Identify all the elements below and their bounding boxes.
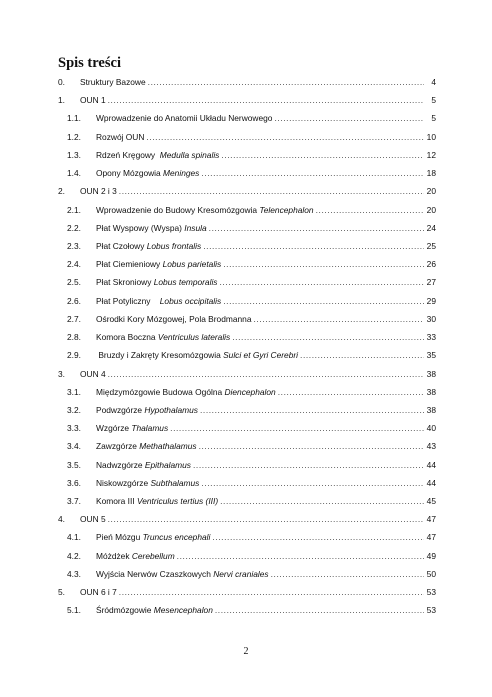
toc-entry-page: 44 — [426, 477, 436, 488]
toc-dot-leader — [203, 239, 424, 253]
toc-entry-title-text: OUN 4 — [80, 368, 106, 379]
toc-entry[interactable] — [58, 75, 436, 93]
toc-dot-leader — [232, 330, 424, 344]
toc-entry-title-text: Wprowadzenie do Budowy Kresomózgowia — [96, 204, 260, 215]
toc-entry-title-text: OUN 6 i 7 — [80, 587, 117, 598]
toc-entry-title-text: Płat Czołowy — [96, 240, 147, 251]
toc-entry-number: 2.7. — [67, 313, 81, 324]
table-of-contents — [58, 75, 436, 622]
toc-entry[interactable] — [58, 221, 436, 239]
toc-entry-title — [96, 494, 218, 508]
toc-entry-latin-term: Cerebellum — [131, 550, 175, 561]
toc-dot-leader — [108, 367, 424, 381]
toc-entry-number: 3.1. — [67, 386, 81, 397]
toc-entry-page: 20 — [426, 204, 436, 215]
toc-dot-leader — [201, 166, 424, 180]
toc-entry[interactable] — [58, 111, 436, 129]
toc-entry-title-text: Móżdżek — [96, 550, 132, 561]
toc-entry[interactable] — [58, 348, 436, 366]
toc-entry-latin-term: Lobus occipitalis — [159, 295, 222, 306]
toc-entry-title — [96, 312, 251, 326]
toc-entry-latin-term: Mesencephalon — [153, 605, 213, 616]
toc-entry-latin-term: Diencephalon — [224, 386, 276, 397]
toc-entry-number: 2.1. — [67, 204, 81, 215]
toc-entry-latin-term: Epithalamus — [144, 459, 191, 470]
toc-entry-title-text: Pień Mózgu — [96, 532, 143, 543]
toc-entry[interactable] — [58, 184, 436, 202]
toc-entry-title — [96, 111, 272, 125]
toc-dot-leader — [271, 567, 424, 581]
toc-entry-number: 2.2. — [67, 222, 81, 233]
toc-entry-latin-term: Subthalamus — [150, 477, 200, 488]
toc-entry-title — [96, 148, 219, 162]
toc-entry-title — [96, 330, 230, 344]
toc-entry-page: 5 — [431, 95, 436, 106]
toc-dot-leader — [316, 203, 424, 217]
toc-entry-title-text: Płat Ciemieniowy — [96, 259, 163, 270]
toc-entry-page: 53 — [426, 605, 436, 616]
toc-entry[interactable] — [58, 494, 436, 512]
toc-entry[interactable] — [58, 549, 436, 567]
toc-entry-latin-term: Lobus parietalis — [162, 259, 222, 270]
toc-dot-leader — [108, 512, 424, 526]
toc-entry-latin-term: Truncus encephali — [142, 532, 211, 543]
toc-entry-title — [96, 348, 298, 362]
toc-entry-title — [96, 403, 198, 417]
toc-entry-title — [96, 130, 144, 144]
toc-entry[interactable] — [58, 330, 436, 348]
toc-entry-latin-term: Thalamus — [131, 423, 169, 434]
toc-entry-title-text: Rozwój OUN — [96, 131, 145, 142]
toc-entry-number: 3.7. — [67, 496, 81, 507]
toc-entry-title-text: Komora Boczna — [96, 332, 158, 343]
toc-entry-number: 4.2. — [67, 550, 81, 561]
toc-entry[interactable] — [58, 203, 436, 221]
toc-entry-title-text: Wprowadzenie do Anatomii Układu Nerwowego — [96, 113, 273, 124]
toc-entry-latin-term: Telencephalon — [259, 204, 314, 215]
toc-entry-title-text: Nadwzgórze — [96, 459, 145, 470]
toc-entry-number: 1.2. — [67, 131, 81, 142]
toc-entry[interactable] — [58, 458, 436, 476]
toc-entry-title — [96, 549, 175, 563]
toc-entry-page: 38 — [426, 386, 436, 397]
toc-entry-number: 0. — [58, 77, 65, 87]
toc-entry-page: 12 — [426, 149, 436, 160]
toc-dot-leader — [212, 530, 424, 544]
toc-entry-page: 27 — [426, 277, 436, 288]
toc-entry[interactable] — [58, 439, 436, 457]
toc-entry-number: 4. — [58, 514, 65, 525]
toc-entry[interactable] — [58, 312, 436, 330]
toc-entry-title-text: OUN 5 — [80, 514, 106, 525]
toc-dot-leader — [274, 111, 424, 125]
toc-entry-page: 25 — [426, 240, 436, 251]
toc-entry-page: 45 — [426, 496, 436, 507]
toc-title: Spis treści — [58, 55, 121, 71]
toc-entry-title — [80, 367, 106, 381]
toc-entry-title — [96, 166, 199, 180]
toc-entry[interactable] — [58, 257, 436, 275]
toc-entry-number: 2.4. — [67, 259, 81, 270]
toc-dot-leader — [300, 348, 424, 362]
toc-entry-number: 2.5. — [67, 277, 81, 288]
toc-entry-latin-term: Hypothalamus — [144, 404, 198, 415]
toc-entry-title — [96, 530, 210, 544]
toc-entry-number: 1.1. — [67, 113, 81, 124]
toc-entry-page: 38 — [426, 404, 436, 415]
toc-entry-number: 3.5. — [67, 459, 81, 470]
toc-entry-title-text: Podwzgórze — [96, 404, 145, 415]
toc-entry-number: 1.3. — [67, 149, 81, 160]
toc-entry-latin-term: Lobus frontalis — [146, 240, 202, 251]
toc-dot-leader — [253, 312, 424, 326]
toc-entry-title-text: Struktury Bazowe — [80, 77, 146, 87]
toc-dot-leader — [215, 603, 424, 617]
toc-entry-page: 20 — [426, 186, 436, 197]
toc-entry[interactable] — [58, 166, 436, 184]
toc-entry-number: 3.4. — [67, 441, 81, 452]
toc-entry-page: 24 — [426, 222, 436, 233]
toc-entry-title — [96, 239, 201, 253]
toc-dot-leader — [177, 549, 424, 563]
toc-entry-page: 43 — [426, 441, 436, 452]
toc-entry-title — [80, 75, 146, 89]
toc-entry-page: 26 — [426, 259, 436, 270]
toc-entry-title-text: Płat Potyliczny — [96, 295, 160, 306]
toc-entry-page: 50 — [426, 568, 436, 579]
toc-dot-leader — [209, 221, 424, 235]
toc-entry-title-text: Rdzeń Kręgowy — [96, 149, 160, 160]
toc-entry-latin-term: Medulla spinalis — [159, 149, 220, 160]
toc-entry-title-text: Opony Mózgowia — [96, 168, 164, 179]
toc-dot-leader — [193, 458, 424, 472]
toc-entry-number: 3.3. — [67, 423, 81, 434]
toc-entry-title-text: Niskowzgórze — [96, 477, 151, 488]
toc-entry-latin-term: Methathalamus — [139, 441, 197, 452]
toc-entry-number: 3. — [58, 368, 65, 379]
toc-entry-title — [80, 585, 117, 599]
toc-dot-leader — [170, 421, 424, 435]
toc-entry-page: 47 — [426, 532, 436, 543]
toc-dot-leader — [119, 184, 424, 198]
toc-entry-latin-term: Ventriculus tertius (III) — [136, 496, 219, 507]
toc-entry-title — [96, 603, 213, 617]
toc-entry-title — [80, 184, 117, 198]
toc-entry-title-text: Płat Skroniowy — [96, 277, 154, 288]
toc-entry-number: 2.3. — [67, 240, 81, 251]
toc-entry[interactable] — [58, 530, 436, 548]
toc-entry-title — [96, 294, 221, 308]
toc-dot-leader — [278, 385, 424, 399]
toc-entry[interactable] — [58, 239, 436, 257]
toc-entry-number: 2.6. — [67, 295, 81, 306]
toc-entry[interactable] — [58, 367, 436, 385]
toc-entry-number: 5. — [58, 587, 65, 598]
toc-entry[interactable] — [58, 403, 436, 421]
toc-dot-leader — [223, 294, 424, 308]
toc-entry-page: 33 — [426, 332, 436, 343]
toc-entry-title — [96, 275, 218, 289]
toc-entry-title-text: Płat Wyspowy (Wyspa) — [96, 222, 185, 233]
toc-entry-number: 3.2. — [67, 404, 81, 415]
toc-entry-title — [96, 421, 168, 435]
toc-entry-title-text: Wzgórze — [96, 423, 132, 434]
toc-entry-title — [96, 567, 269, 581]
toc-entry-title-text: OUN 2 i 3 — [80, 186, 117, 197]
toc-entry-number: 1. — [58, 95, 65, 106]
toc-entry-title — [96, 439, 197, 453]
toc-dot-leader — [223, 257, 424, 271]
toc-entry-number: 2.9. — [67, 350, 81, 361]
toc-dot-leader — [200, 403, 424, 417]
toc-dot-leader — [119, 585, 424, 599]
toc-entry-title — [96, 385, 276, 399]
toc-entry-title — [96, 476, 199, 490]
toc-entry-latin-term: Insula — [184, 222, 207, 233]
toc-entry-title — [80, 93, 106, 107]
toc-entry-number: 5.1. — [67, 605, 81, 616]
page-number: 2 — [243, 646, 249, 657]
toc-entry-title-text: Wyjścia Nerwów Czaszkowych — [96, 568, 214, 579]
toc-entry-number: 4.1. — [67, 532, 81, 543]
toc-entry-page: 10 — [426, 131, 436, 142]
toc-dot-leader — [108, 93, 424, 107]
toc-entry-number: 3.6. — [67, 477, 81, 488]
toc-entry-title — [96, 221, 207, 235]
toc-entry[interactable] — [58, 148, 436, 166]
toc-entry-title — [96, 203, 314, 217]
toc-dot-leader — [220, 494, 424, 508]
toc-entry-title-text: OUN 1 — [80, 95, 106, 106]
toc-entry-number: 2. — [58, 186, 65, 197]
toc-entry-number: 4.3. — [67, 568, 81, 579]
toc-entry[interactable] — [58, 567, 436, 585]
toc-entry-title-text: Międzymózgowie Budowa Ogólna — [96, 386, 225, 397]
toc-entry-page: 35 — [426, 350, 436, 361]
toc-dot-leader — [146, 130, 424, 144]
toc-entry-title — [96, 257, 221, 271]
toc-entry-title-text: Ośrodki Kory Mózgowej, Pola Brodmanna — [96, 313, 252, 324]
toc-entry[interactable] — [58, 476, 436, 494]
toc-entry[interactable] — [58, 294, 436, 312]
toc-entry-page: 18 — [426, 168, 436, 179]
toc-entry-page: 49 — [426, 550, 436, 561]
toc-entry[interactable] — [58, 385, 436, 403]
toc-entry[interactable] — [58, 421, 436, 439]
toc-entry-page: 4 — [431, 77, 436, 87]
toc-entry-number: 1.4. — [67, 168, 81, 179]
toc-entry[interactable] — [58, 93, 436, 111]
toc-entry-page: 30 — [426, 313, 436, 324]
toc-entry[interactable] — [58, 585, 436, 603]
toc-entry-title-text: Zawzgórze — [96, 441, 140, 452]
toc-entry-title — [96, 458, 191, 472]
toc-entry-page: 47 — [426, 514, 436, 525]
toc-entry[interactable] — [58, 512, 436, 530]
toc-entry-title-text: Komora III — [96, 496, 137, 507]
toc-entry-title-text: Bruzdy i Zakręty Kresomózgowia — [96, 350, 224, 361]
toc-entry-page: 44 — [426, 459, 436, 470]
toc-entry-page: 38 — [426, 368, 436, 379]
toc-entry-latin-term: Meninges — [163, 168, 200, 179]
toc-entry[interactable] — [58, 275, 436, 293]
toc-entry-latin-term: Ventriculus lateralis — [157, 332, 231, 343]
toc-entry-page: 29 — [426, 295, 436, 306]
toc-entry-latin-term: Sulci et Gyri Cerebri — [223, 350, 299, 361]
toc-entry-page: 5 — [431, 113, 436, 124]
toc-entry-number: 2.8. — [67, 332, 81, 343]
toc-entry[interactable] — [58, 603, 436, 621]
toc-dot-leader — [221, 148, 424, 162]
toc-dot-leader — [201, 476, 424, 490]
toc-entry[interactable] — [58, 130, 436, 148]
toc-entry-title — [80, 512, 106, 526]
toc-entry-latin-term: Nervi craniales — [213, 568, 269, 579]
toc-entry-latin-term: Lobus temporalis — [153, 277, 218, 288]
toc-entry-page: 53 — [426, 587, 436, 598]
toc-entry-page: 40 — [426, 423, 436, 434]
toc-entry-title-text: Śródmózgowie — [96, 605, 154, 616]
toc-dot-leader — [148, 75, 424, 89]
toc-dot-leader — [199, 439, 424, 453]
toc-dot-leader — [220, 275, 425, 289]
